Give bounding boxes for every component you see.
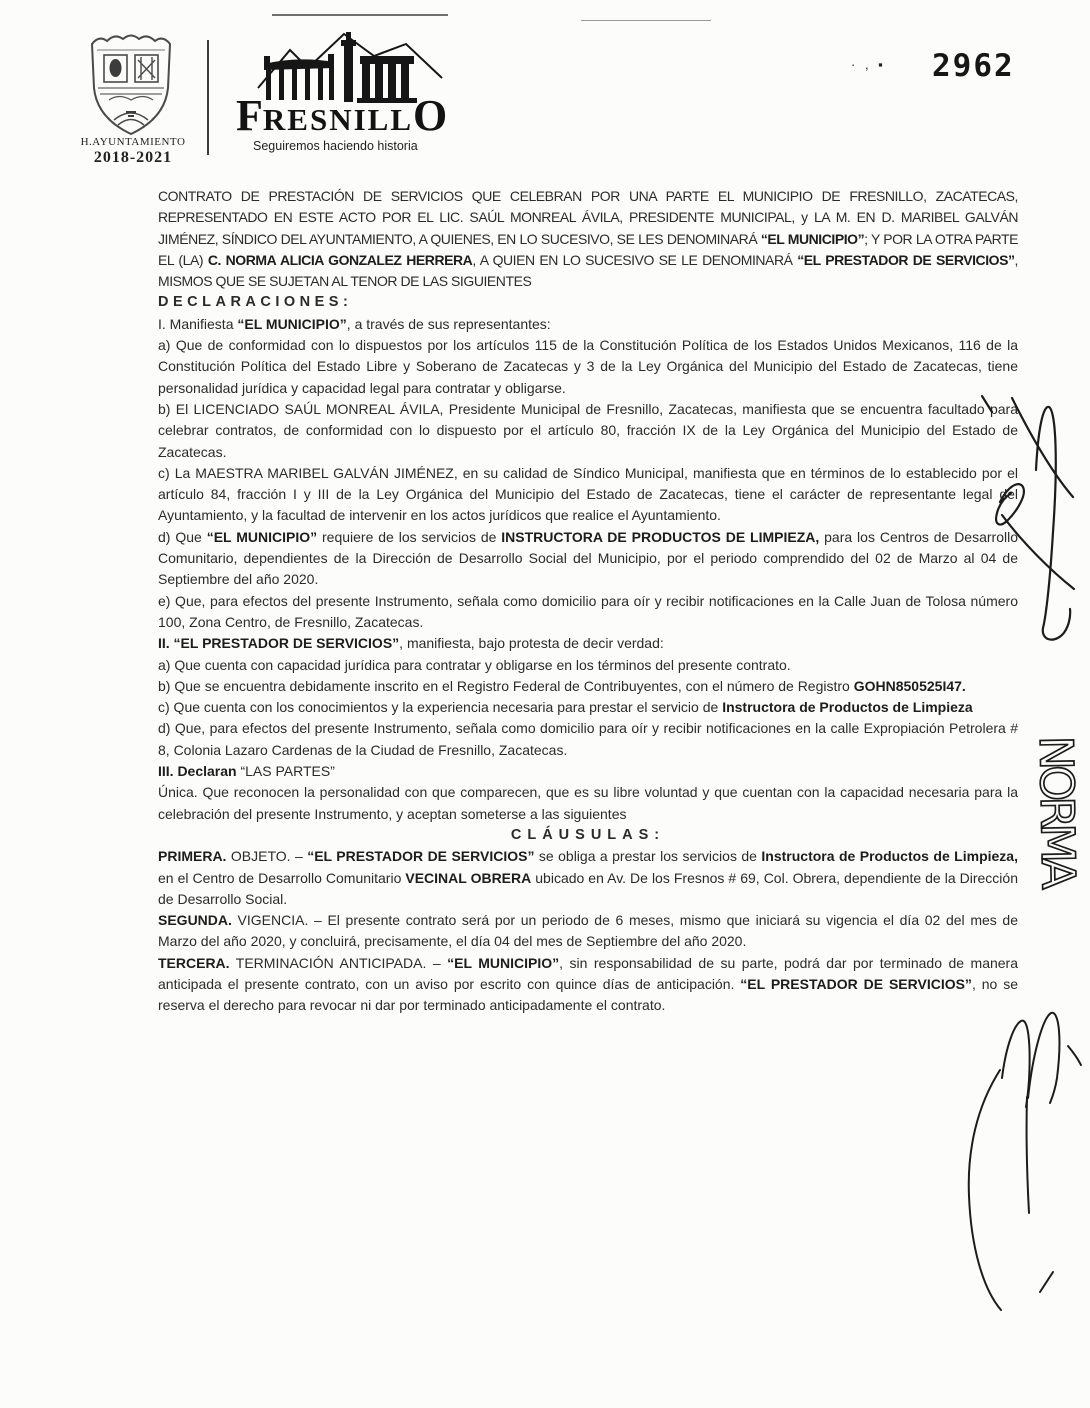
section3-heading: III. Declaran “LAS PARTES” (158, 763, 335, 780)
section1-item-a: a) Que de conformidad con lo dispuestos por los artículos 115 de la Constitución Política de los Estados Unidos Mexicanos, 116 de la Constitución Política del Estado Libre y Soberano de Zacatecas y 3 de la Ley Orgánica del Municipio del Estado de Zacatecas, tiene personalidad jurídica y capacidad legal para contratar y obligarse. (158, 337, 1018, 396)
section1-item-b: b) El LICENCIADO SAÚL MONREAL ÁVILA, Presidente Municipal de Fresnillo, Zacatecas, manifiesta que se encuentra facultado para celebrar contratos, de conformidad con lo dispuesto por el artículo 80, fracción IX de la Ley Orgánica del Municipio del Estado de Zacatecas. (158, 400, 1018, 460)
section1-item-d: d) Que “EL MUNICIPIO” requiere de los servicios de INSTRUCTORA DE PRODUCTOS DE LIMPIEZA, para los Centros de Desarrollo Comunitario, dependientes de la Dirección de Desarrollo Social del Municipio, por el periodo comprendido del 02 de Marzo al 04 de Septiembre del año 2020. (158, 528, 1019, 588)
wordmark-middle: RESNILL (262, 102, 413, 137)
wordmark-final: O (413, 91, 448, 140)
section2-item-a: a) Que cuenta con capacidad jurídica para contratar y obligarse en los términos del presente contrato. (158, 656, 791, 673)
section2-heading: II. “EL PRESTADOR DE SERVICIOS”, manifiesta, bajo protesta de decir verdad: (158, 635, 664, 652)
clausulas-heading: CLÁUSULAS: (510, 826, 666, 843)
folio-number: 2962 (932, 48, 1015, 84)
section2-item-b: b) Que se encuentra debidamente inscrito en el Registro Federal de Contribuyentes, con el número de Registro GOHN850525I47. (158, 677, 966, 694)
fresnillo-wordmark (236, 91, 476, 140)
section2-item-c: c) Que cuenta con los conocimientos y la experiencia necesaria para prestar el servicio de Instructora de Productos de Limpieza (158, 699, 973, 716)
declaraciones-heading: DECLARACIONES: (158, 294, 353, 311)
municipal-seal-icon (84, 28, 178, 138)
section1-item-c: c) La MAESTRA MARIBEL GALVÁN JIMÉNEZ, en su calidad de Síndico Municipal, manifiesta que en términos de lo establecido por el artículo 84, fracción I y III de la Ley Orgánica del Municipio del Estado de Zacatecas, tiene el carácter de representante legal del Ayuntamiento, y la facultad de intervenir en los actos jurídicos que realice el Ayuntamiento. (158, 464, 1018, 524)
header-divider (207, 40, 209, 155)
clause-tercera: TERCERA. TERMINACIÓN ANTICIPADA. – “EL MUNICIPIO”, sin responsabilidad de su parte, podrá dar por terminado de manera anticipada el presente contrato, con un aviso por escrito con quince días de anticipación. “EL PRESTADOR DE SERVICIOS”, no se reserva el derecho para revocar ni dar por terminado anticipadamente el contrato. (158, 954, 1018, 1014)
intro-paragraph: CONTRATO DE PRESTACIÓN DE SERVICIOS QUE CELEBRAN POR UNA PARTE EL MUNICIPIO DE FRESNILLO, ZACATECAS, REPRESENTADO EN ESTE ACTO POR EL LIC. SAÚL MONREAL ÁVILA, PRESIDENTE MUNICIPAL, y LA M. EN D. MARIBEL GALVÁN JIMÉNEZ, SÍNDICO DEL AYUNTAMIENTO, A QUIENES, EN LO SUCESIVO, SE LES DENOMINARÁ “EL MUNICIPIO”; Y POR LA OTRA PARTE EL (LA) C. NORMA ALICIA GONZALEZ HERRERA, A QUIEN EN LO SUCESIVO SE LE DENOMINARÁ “EL PRESTADOR DE SERVICIOS”, MISMOS QUE SE SUJETAN AL TENOR DE LAS SIGUIENTES (158, 188, 1018, 290)
scan-artifact-line (581, 20, 711, 21)
section1-heading: I. Manifiesta “EL MUNICIPIO”, a través de sus representantes: (158, 315, 551, 332)
wordmark-initial: F (236, 91, 263, 140)
handwritten-name: NORMA (1029, 735, 1086, 885)
seal-years: 2018-2021 (93, 149, 173, 166)
stamp-marks: · , ▪ (851, 57, 886, 72)
section2-item-d: d) Que, para efectos del presente Instrumento, señala como domicilio para oír y recibir notificaciones en la calle Expropiación Petrolera # 8, Colonia Lazaro Cardenas de la Ciudad de Fresnillo, Zacatecas. (158, 720, 1018, 758)
scan-artifact-line (272, 14, 448, 16)
clause-segunda: SEGUNDA. VIGENCIA. – El presente contrato será por un periodo de 6 meses, mismo que iniciará su vigencia el día 02 del mes de Marzo del año 2020, y concluirá, precisamente, el día 04 del mes de Septiembre del año 2020. (158, 912, 1018, 950)
margin-scribble-lower (969, 1013, 1081, 1310)
unica-paragraph: Única. Que reconocen la personalidad con que comparecen, que es su libre voluntad y que cuentan con la capacidad necesaria para la celebración del presente Instrumento, y aceptan someterse a las siguientes (158, 784, 1018, 822)
clause-primera: PRIMERA. OBJETO. – “EL PRESTADOR DE SERVICIOS” se obliga a prestar los servicios de Instructora de Productos de Limpieza, en el Centro de Desarrollo Comunitario VECINAL OBRERA ubicado en Av. De los Fresnos # 69, Col. Obrera, dependiente de la Dirección de Desarrollo Social. (158, 848, 1018, 907)
contract-body (158, 186, 1018, 1017)
logo-tagline: Seguiremos haciendo historia (253, 139, 418, 153)
seal-caption-text: H.AYUNTAMIENTO (80, 136, 186, 148)
seal-caption (58, 136, 208, 167)
section1-item-e: e) Que, para efectos del presente Instrumento, señala como domicilio para oír y recibir notificaciones en la Calle Juan de Tolosa número 100, Zona Centro, de Fresnillo, Zacatecas. (158, 592, 1018, 630)
margin-handwriting-norma (1029, 735, 1086, 890)
